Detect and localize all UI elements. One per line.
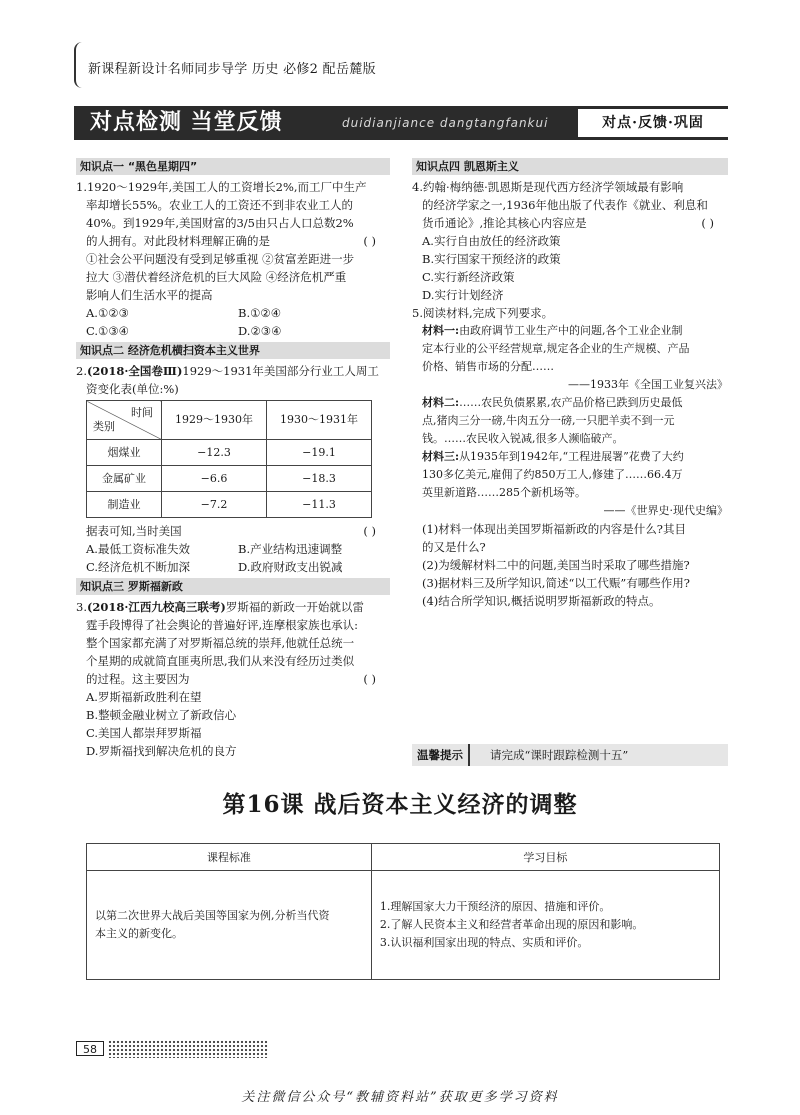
header-brace-decoration	[74, 42, 82, 88]
question-2: 2.(2018·全国卷Ⅲ)1929～1931年美国部分行业工人周工 资变化表(单位:%) 时间 类别 1929～1930年 1930～1931年 烟煤业 −12.3 −19.1 金属矿业 −6.6 −18.3 制造业 −7.2 −11.3 据表可知,当时美国 ( ) A.最低工资标准失效 B.产业结构迅速调整 C.经济危机不断加深 D.政府财政支出锐减	[76, 362, 390, 576]
question-line: 40%。到1929年,美国财富的3/5由只占人口总数2%	[86, 216, 354, 230]
question-line: 率却增长55%。农业工人的工资还不到非农业工人的	[86, 198, 354, 212]
question-line: 货币通论》,推论其核心内容应是	[422, 216, 587, 230]
material-text: 130多亿美元,雇佣了约850万工人,修建了……66.4万	[422, 468, 683, 481]
question-3: 3.(2018·江西九校高三联考)罗斯福的新政一开始就以雷 霆手段博得了社会舆论的普遍好评,连摩根家族也承认: 整个国家都充满了对罗斯福总统的崇拜,他就任总统一 个星期的成就简直匪夷所思,我们从来没有经历过类似 的过程。这主要因为 ( ) A.罗斯福新政胜利在望 B.整顿金融业树立了新政信心 C.美国人都崇拜罗斯福 D.罗斯福找到解决危机的良方	[76, 598, 390, 760]
answer-options	[76, 304, 390, 340]
option: D.②③④	[238, 324, 282, 338]
standard-line: 本主义的新变化。	[95, 927, 183, 940]
material-label: 材料一:	[422, 324, 460, 337]
table-cell: −7.2	[162, 492, 267, 518]
table-row	[87, 492, 372, 518]
row-label: 烟煤业	[87, 440, 162, 466]
material-text: 从1935年到1942年,“工程进展署”花费了大约	[459, 450, 684, 463]
option: A.①②③	[86, 306, 129, 320]
question-4	[412, 178, 728, 304]
option: B.实行国家干预经济的政策	[422, 252, 561, 266]
question-line: 的经济学家之一,1936年他出版了代表作《就业、利息和	[422, 198, 708, 212]
question-line: 资变化表(单位:%)	[86, 382, 179, 396]
column-header: 1929～1930年	[162, 401, 267, 440]
curriculum-standards-table	[86, 843, 720, 980]
question-line: 罗斯福的新政一开始就以雷	[225, 600, 364, 614]
answer-blank: ( )	[363, 672, 376, 686]
option: A.罗斯福新政胜利在望	[86, 690, 202, 704]
right-column	[412, 156, 728, 610]
material-text: 英里新道路……285个新机场等。	[422, 486, 586, 499]
material-2	[412, 394, 728, 448]
statement-line: 影响人们生活水平的提高	[86, 288, 213, 302]
option: D.政府财政支出锐减	[238, 560, 343, 574]
question-line: 霆手段博得了社会舆论的普遍好评,连摩根家族也承认:	[86, 618, 359, 632]
running-header: 新课程新设计名师同步导学 历史 必修2 配岳麓版	[88, 62, 376, 77]
sub-question: (2)为缓解材料二中的问题,美国当时采取了哪些措施?	[422, 558, 690, 572]
option: B.产业结构迅速调整	[238, 542, 343, 556]
question-line: 整个国家都充满了对罗斯福总统的崇拜,他就任总统一	[86, 636, 355, 650]
goals-cell	[371, 871, 719, 980]
statement-line: ①社会公平问题没有受到足够重视 ②贫富差距进一步	[86, 252, 355, 266]
option: B.①②④	[238, 306, 282, 320]
table-row	[87, 440, 372, 466]
sub-question: 的又是什么?	[422, 540, 486, 554]
tip-label: 温馨提示	[412, 744, 470, 766]
goal-item: 1.理解国家大力干预经济的原因、措施和评价。	[379, 900, 611, 913]
material-label: 材料三:	[422, 450, 460, 463]
table-corner	[87, 401, 162, 440]
material-text: 钱。……农民收入锐减,很多人濒临破产。	[422, 432, 624, 445]
knowledge-point-heading: 知识点二 经济危机横扫资本主义世界	[76, 342, 390, 359]
option: D.罗斯福找到解决危机的良方	[86, 744, 237, 758]
standard-line: 以第二次世界大战后美国等国家为例,分析当代资	[95, 909, 330, 922]
knowledge-point-heading: 知识点三 罗斯福新政	[76, 578, 390, 595]
corner-label-time: 时间	[131, 406, 153, 419]
sub-question: (1)材料一体现出美国罗斯福新政的内容是什么?其目	[422, 522, 686, 536]
option: D.实行计划经济	[422, 288, 504, 302]
material-text: ……农民负债累累,农产品价格已跌到历史最低	[459, 396, 683, 409]
question-1	[76, 178, 390, 340]
knowledge-point-heading: 知识点四 凯恩斯主义	[412, 158, 728, 175]
material-source: ——1933年《全国工业复兴法》	[568, 378, 728, 391]
option: C.实行新经济政策	[422, 270, 515, 284]
row-label: 制造业	[87, 492, 162, 518]
question-intro: 5.阅读材料,完成下列要求。	[412, 306, 554, 320]
section-banner	[74, 106, 728, 140]
table-cell: −11.3	[267, 492, 372, 518]
answer-blank: ( )	[363, 524, 376, 538]
option: C.经济危机不断加深	[86, 560, 191, 574]
material-text: 定本行业的公平经营规章,规定各企业的生产规模、产品	[422, 342, 690, 355]
material-text: 点,猪肉三分一磅,牛肉五分一磅,一只肥羊卖不到一元	[422, 414, 675, 427]
option: C.①③④	[86, 324, 129, 338]
option: B.整顿金融业树立了新政信心	[86, 708, 237, 722]
material-1	[412, 322, 728, 394]
wage-change-table	[86, 400, 372, 518]
question-line: 个星期的成就简直匪夷所思,我们从来没有经历过类似	[86, 654, 355, 668]
knowledge-point-heading: 知识点一 “黑色星期四”	[76, 158, 390, 175]
material-text: 价格、销售市场的分配……	[422, 360, 554, 373]
table-cell: −6.6	[162, 466, 267, 492]
option: C.美国人都崇拜罗斯福	[86, 726, 202, 740]
goal-item: 3.认识福利国家出现的特点、实质和评价。	[379, 936, 589, 949]
banner-title: 对点检测 当堂反馈	[90, 110, 283, 135]
reminder-tip	[412, 744, 728, 766]
answer-blank: ( )	[363, 234, 376, 248]
material-text: 由政府调节工业生产中的问题,各个工业企业制	[459, 324, 683, 337]
question-line: 的人拥有。对此段材料理解正确的是	[86, 234, 270, 248]
question-source: (2018·江西九校高三联考)	[86, 600, 226, 614]
corner-label-category: 类别	[93, 420, 115, 433]
page-number: 58	[76, 1041, 104, 1056]
question-source: (2018·全国卷Ⅲ)	[86, 364, 183, 378]
table-cell: −19.1	[267, 440, 372, 466]
material-3	[412, 448, 728, 520]
table-header: 学习目标	[371, 844, 719, 871]
material-label: 材料二:	[422, 396, 460, 409]
banner-tag: 对点·反馈·巩固	[578, 109, 728, 137]
table-header: 课程标准	[87, 844, 372, 871]
question-stem: 据表可知,当时美国	[86, 524, 182, 538]
material-source: ——《世界史·现代史编》	[603, 504, 728, 517]
footer-note: 关注微信公众号“教辅资料站”获取更多学习资料	[241, 1090, 559, 1105]
table-row	[87, 466, 372, 492]
column-header: 1930～1931年	[267, 401, 372, 440]
table-row	[87, 871, 720, 980]
tip-text: 请完成“课时跟踪检测十五”	[490, 748, 629, 762]
sub-question: (4)结合所学知识,概括说明罗斯福新政的特点。	[422, 594, 661, 608]
answer-options	[76, 540, 390, 576]
option: A.最低工资标准失效	[86, 542, 190, 556]
question-line: 1.1920～1929年,美国工人的工资增长2%,而工厂中生产	[76, 180, 367, 194]
standard-cell	[87, 871, 372, 980]
goal-item: 2.了解人民资本主义和经营者革命出现的原因和影响。	[379, 918, 644, 931]
question-line: 4.约翰·梅纳德·凯恩斯是现代西方经济学领域最有影响	[412, 180, 684, 194]
lesson-title: 第16课 战后资本主义经济的调整	[222, 791, 578, 818]
page-number-dots-decoration	[108, 1040, 268, 1058]
table-cell: −18.3	[267, 466, 372, 492]
banner-pinyin: duidianjiance dangtangfankui	[342, 116, 549, 130]
question-line: 1929～1931年美国部分行业工人周工	[182, 364, 379, 378]
option: A.实行自由放任的经济政策	[422, 234, 561, 248]
table-cell: −12.3	[162, 440, 267, 466]
row-label: 金属矿业	[87, 466, 162, 492]
sub-question: (3)据材料三及所学知识,简述“以工代赈”有哪些作用?	[422, 576, 690, 590]
answer-blank: ( )	[701, 216, 714, 230]
left-column	[76, 156, 390, 760]
question-5	[412, 304, 728, 610]
statement-line: 拉大 ③潜伏着经济危机的巨大风险 ④经济危机严重	[86, 270, 347, 284]
question-line: 的过程。这主要因为	[86, 672, 190, 686]
